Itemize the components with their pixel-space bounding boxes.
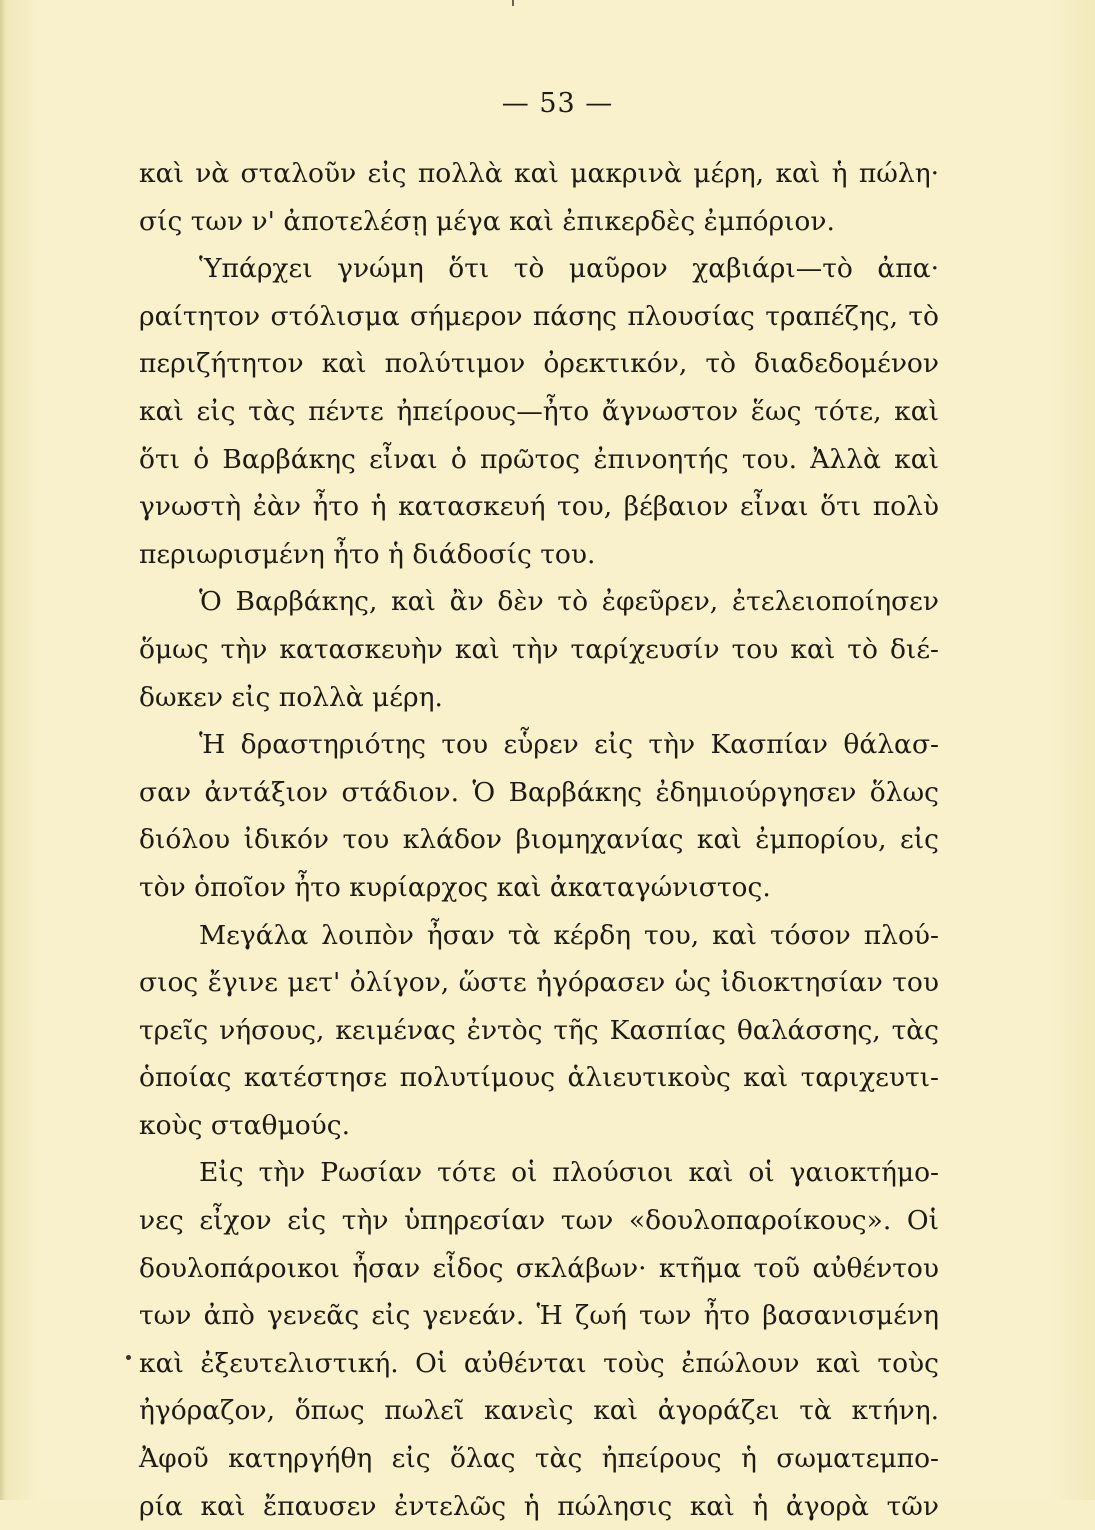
text-line: ὁποίας κατέστησε πολυτίμους ἁλιευτικοὺς καὶ ταριχευτι- [139, 1062, 939, 1094]
text-line: ἠγόραζον, ὅπως πωλεῖ κανεὶς καὶ ἀγοράζει τὰ κτήνη. [139, 1395, 939, 1427]
text-line: σίς των ν' ἀποτελέσῃ μέγα καὶ ἐπικερδὲς ἐμπόριον. [139, 205, 835, 237]
text-line: δωκεν εἰς πολλὰ μέρη. [139, 681, 443, 713]
text-line: τὸν ὁποῖον ἦτο κυρίαρχος καὶ ἀκαταγώνιστος. [139, 871, 771, 903]
text-line: Μεγάλα λοιπὸν ἦσαν τὰ κέρδη του, καὶ τόσον πλού- [199, 919, 939, 951]
scan-mark [512, 0, 514, 6]
text-line: ὅμως τὴν κατασκευὴν καὶ τὴν ταρίχευσίν του καὶ τὸ διέ- [139, 633, 939, 665]
text-line: περιζήτητον καὶ πολύτιμον ὀρεκτικόν, τὸ διαδεδομένον [139, 348, 939, 380]
text-line: κοὺς σταθμούς. [139, 1109, 351, 1141]
text-line: καὶ εἰς τὰς πέντε ἠπείρους—ἦτο ἄγνωστον ἕως τότε, καὶ [139, 395, 939, 427]
text-line: ὅτι ὁ Βαρβάκης εἶναι ὁ πρῶτος ἐπινοητής του. Ἀλλὰ καὶ [139, 443, 939, 475]
text-line: διόλου ἰδικόν του κλάδον βιομηχανίας καὶ ἐμπορίου, εἰς [139, 824, 939, 856]
text-line: των ἀπὸ γενεᾶς εἰς γενεάν. Ἡ ζωή των ἦτο βασανισμένη [139, 1300, 939, 1332]
text-line: Ὑπάρχει γνώμη ὅτι τὸ μαῦρον χαβιάρι—τὸ ἀπα· [199, 253, 939, 285]
text-line: Ὁ Βαρβάκης, καὶ ἂν δὲν τὸ ἐφεῦρεν, ἐτελειοποίησεν [199, 586, 939, 618]
body-text [139, 150, 939, 1530]
text-line: Εἰς τὴν Ρωσίαν τότε οἱ πλούσιοι καὶ οἱ γαιοκτήμο- [199, 1157, 939, 1189]
page-number: — 53 — [501, 88, 614, 119]
text-line: τρεῖς νήσους, κειμένας ἐντὸς τῆς Κασπίας θαλάσσης, τὰς [139, 1014, 939, 1046]
text-line: δουλοπάροικοι ἦσαν εἶδος σκλάβων· κτῆμα τοῦ αὐθέντου [139, 1252, 939, 1284]
text-line: Ἀφοῦ κατηργήθη εἰς ὅλας τὰς ἠπείρους ἡ σωματεμπο- [139, 1443, 939, 1475]
text-line: νες εἶχον εἰς τὴν ὑπηρεσίαν των «δουλοπαροίκους». Οἱ [139, 1205, 939, 1237]
ink-spot [126, 1355, 131, 1360]
text-line: γνωστὴ ἐὰν ἦτο ἡ κατασκευή του, βέβαιον εἶναι ὅτι πολὺ [139, 491, 939, 523]
text-line: Ἡ δραστηριότης του εὗρεν εἰς τὴν Κασπίαν θάλασ- [199, 729, 939, 761]
text-line: περιωρισμένη ἦτο ἡ διάδοσίς του. [139, 538, 596, 570]
text-line: σαν ἀντάξιον στάδιον. Ὁ Βαρβάκης ἐδημιούργησεν ὅλως [139, 776, 939, 808]
text-line: καὶ νὰ σταλοῦν εἰς πολλὰ καὶ μακρινὰ μέρη, καὶ ἡ πώλη· [139, 158, 939, 189]
page-binding-edge [0, 0, 6, 1500]
text-line: ρία καὶ ἔπαυσεν ἐντελῶς ἡ πώλησις καὶ ἡ ἀγορὰ τῶν [139, 1490, 939, 1522]
text-line: ραίτητον στόλισμα σήμερον πάσης πλουσίας τραπέζης, τὸ [139, 300, 939, 332]
text-line: σιος ἔγινε μετ' ὀλίγον, ὥστε ἠγόρασεν ὡς ἰδιοκτησίαν του [139, 967, 939, 999]
text-line: καὶ ἐξευτελιστική. Οἱ αὐθένται τοὺς ἐπώλουν καὶ τοὺς [139, 1347, 939, 1379]
